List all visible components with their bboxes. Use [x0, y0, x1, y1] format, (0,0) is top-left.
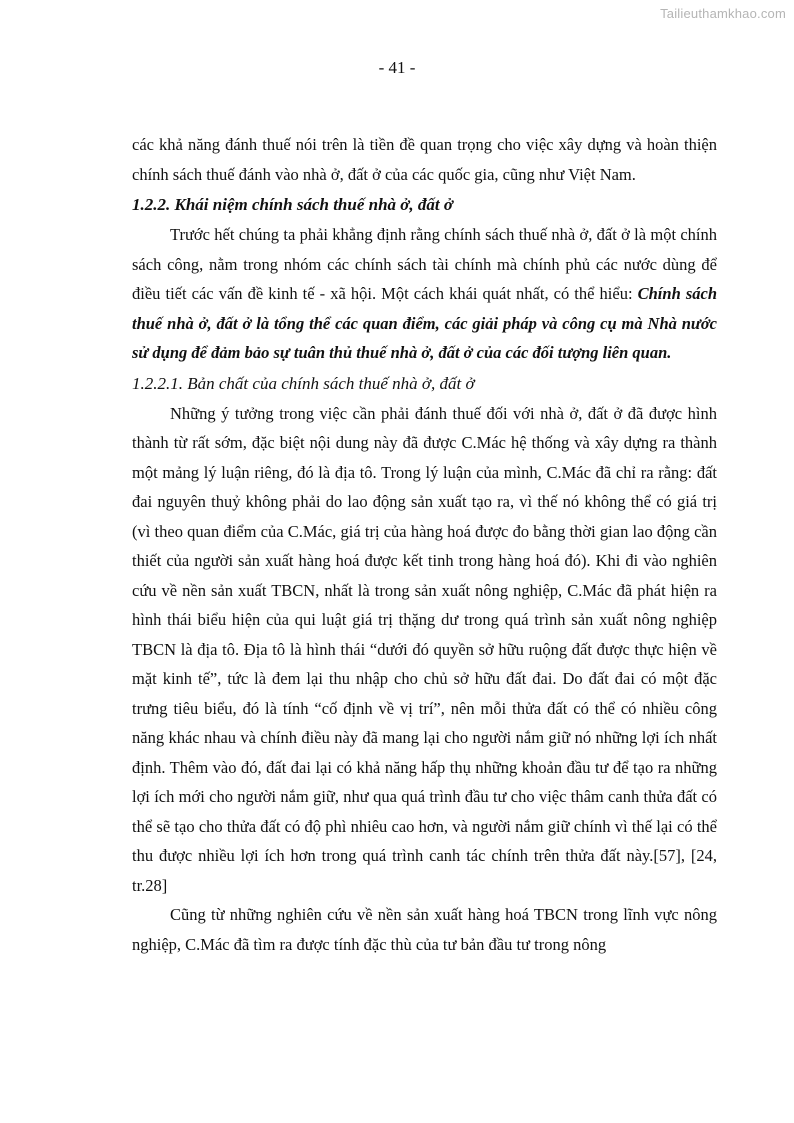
watermark: Tailieuthamkhao.com	[660, 6, 786, 21]
paragraph-intro: các khả năng đánh thuế nói trên là tiền đề quan trọng cho việc xây dựng và hoàn thiện chính sách thuế đánh vào nhà ở, đất ở của các quốc gia, cũng như Việt Nam.	[132, 135, 717, 184]
subsection-heading: 1.2.2.1. Bản chất của chính sách thuế nhà ở, đất ở	[132, 373, 475, 393]
definition-intro-text: Trước hết chúng ta phải khẳng định rằng chính sách thuế nhà ở, đất ở là một chính sách công, nằm trong nhóm các chính sách tài chính mà chính phủ các nước dùng để điều tiết các vấn đề kinh tế - xã hội. Một cách khái quát nhất, có thể hiểu:	[132, 225, 717, 303]
section-heading: 1.2.2. Khái niệm chính sách thuế nhà ở, đất ở	[132, 195, 454, 214]
document-body	[132, 130, 717, 959]
paragraph-continuation: Cũng từ những nghiên cứu về nền sản xuất hàng hoá TBCN trong lĩnh vực nông nghiệp, C.Mác đã tìm ra được tính đặc thù của tư bản đầu tư trong nông	[132, 905, 717, 954]
definition-text: Chính sách thuế nhà ở, đất ở là tổng thể các quan điểm, các giải pháp và công cụ mà Nhà nước sử dụng để đảm bảo sự tuân thủ thuế nhà ở, đất ở của các đối tượng liên quan.	[132, 284, 717, 362]
page-number: - 41 -	[378, 58, 416, 77]
paragraph-definition	[132, 220, 717, 368]
paragraph-nature: Những ý tưởng trong việc cần phải đánh thuế đối với nhà ở, đất ở đã được hình thành từ rất sớm, đặc biệt nội dung này đã được C.Mác hệ thống và xây dựng ra thành một mảng lý luận riêng, đó là địa tô. Trong lý luận của mình, C.Mác đã chỉ ra rằng: đất đai nguyên thuỷ không phải do lao động sản xuất tạo ra, vì thế nó không thể có giá trị (vì theo quan điểm của C.Mác, giá trị của hàng hoá được đo bằng thời gian lao động cần thiết của người sản xuất hàng hoá được kết tinh trong hàng hoá đó). Khi đi vào nghiên cứu về nền sản xuất TBCN, nhất là trong sản xuất nông nghiệp, C.Mác đã phát hiện ra hình thái biểu hiện của qui luật giá trị thặng dư trong quá trình sản xuất nông nghiệp TBCN là địa tô. Địa tô là hình thái “dưới đó quyền sở hữu ruộng đất được thực hiện về mặt kinh tế”, tức là đem lại thu nhập cho chủ sở hữu đất đai. Do đất đai có một đặc trưng tiêu biểu, đó là tính “cố định về vị trí”, nên mỗi thửa đất có thể có nhiều công năng khác nhau và chính điều này đã mang lại cho người nắm giữ nó những lợi ích nhất định. Thêm vào đó, đất đai lại có khả năng hấp thụ những khoản đầu tư để tạo ra những lợi ích mới cho người nắm giữ, như qua quá trình đầu tư cho việc thâm canh thửa đất có thể sẽ tạo cho thửa đất có độ phì nhiêu cao hơn, và người nắm giữ chính vì thế lại có thể thu được nhiều lợi ích hơn trong quá trình canh tác chính trên thửa đất này.[57], [24, tr.28]	[132, 403, 717, 895]
